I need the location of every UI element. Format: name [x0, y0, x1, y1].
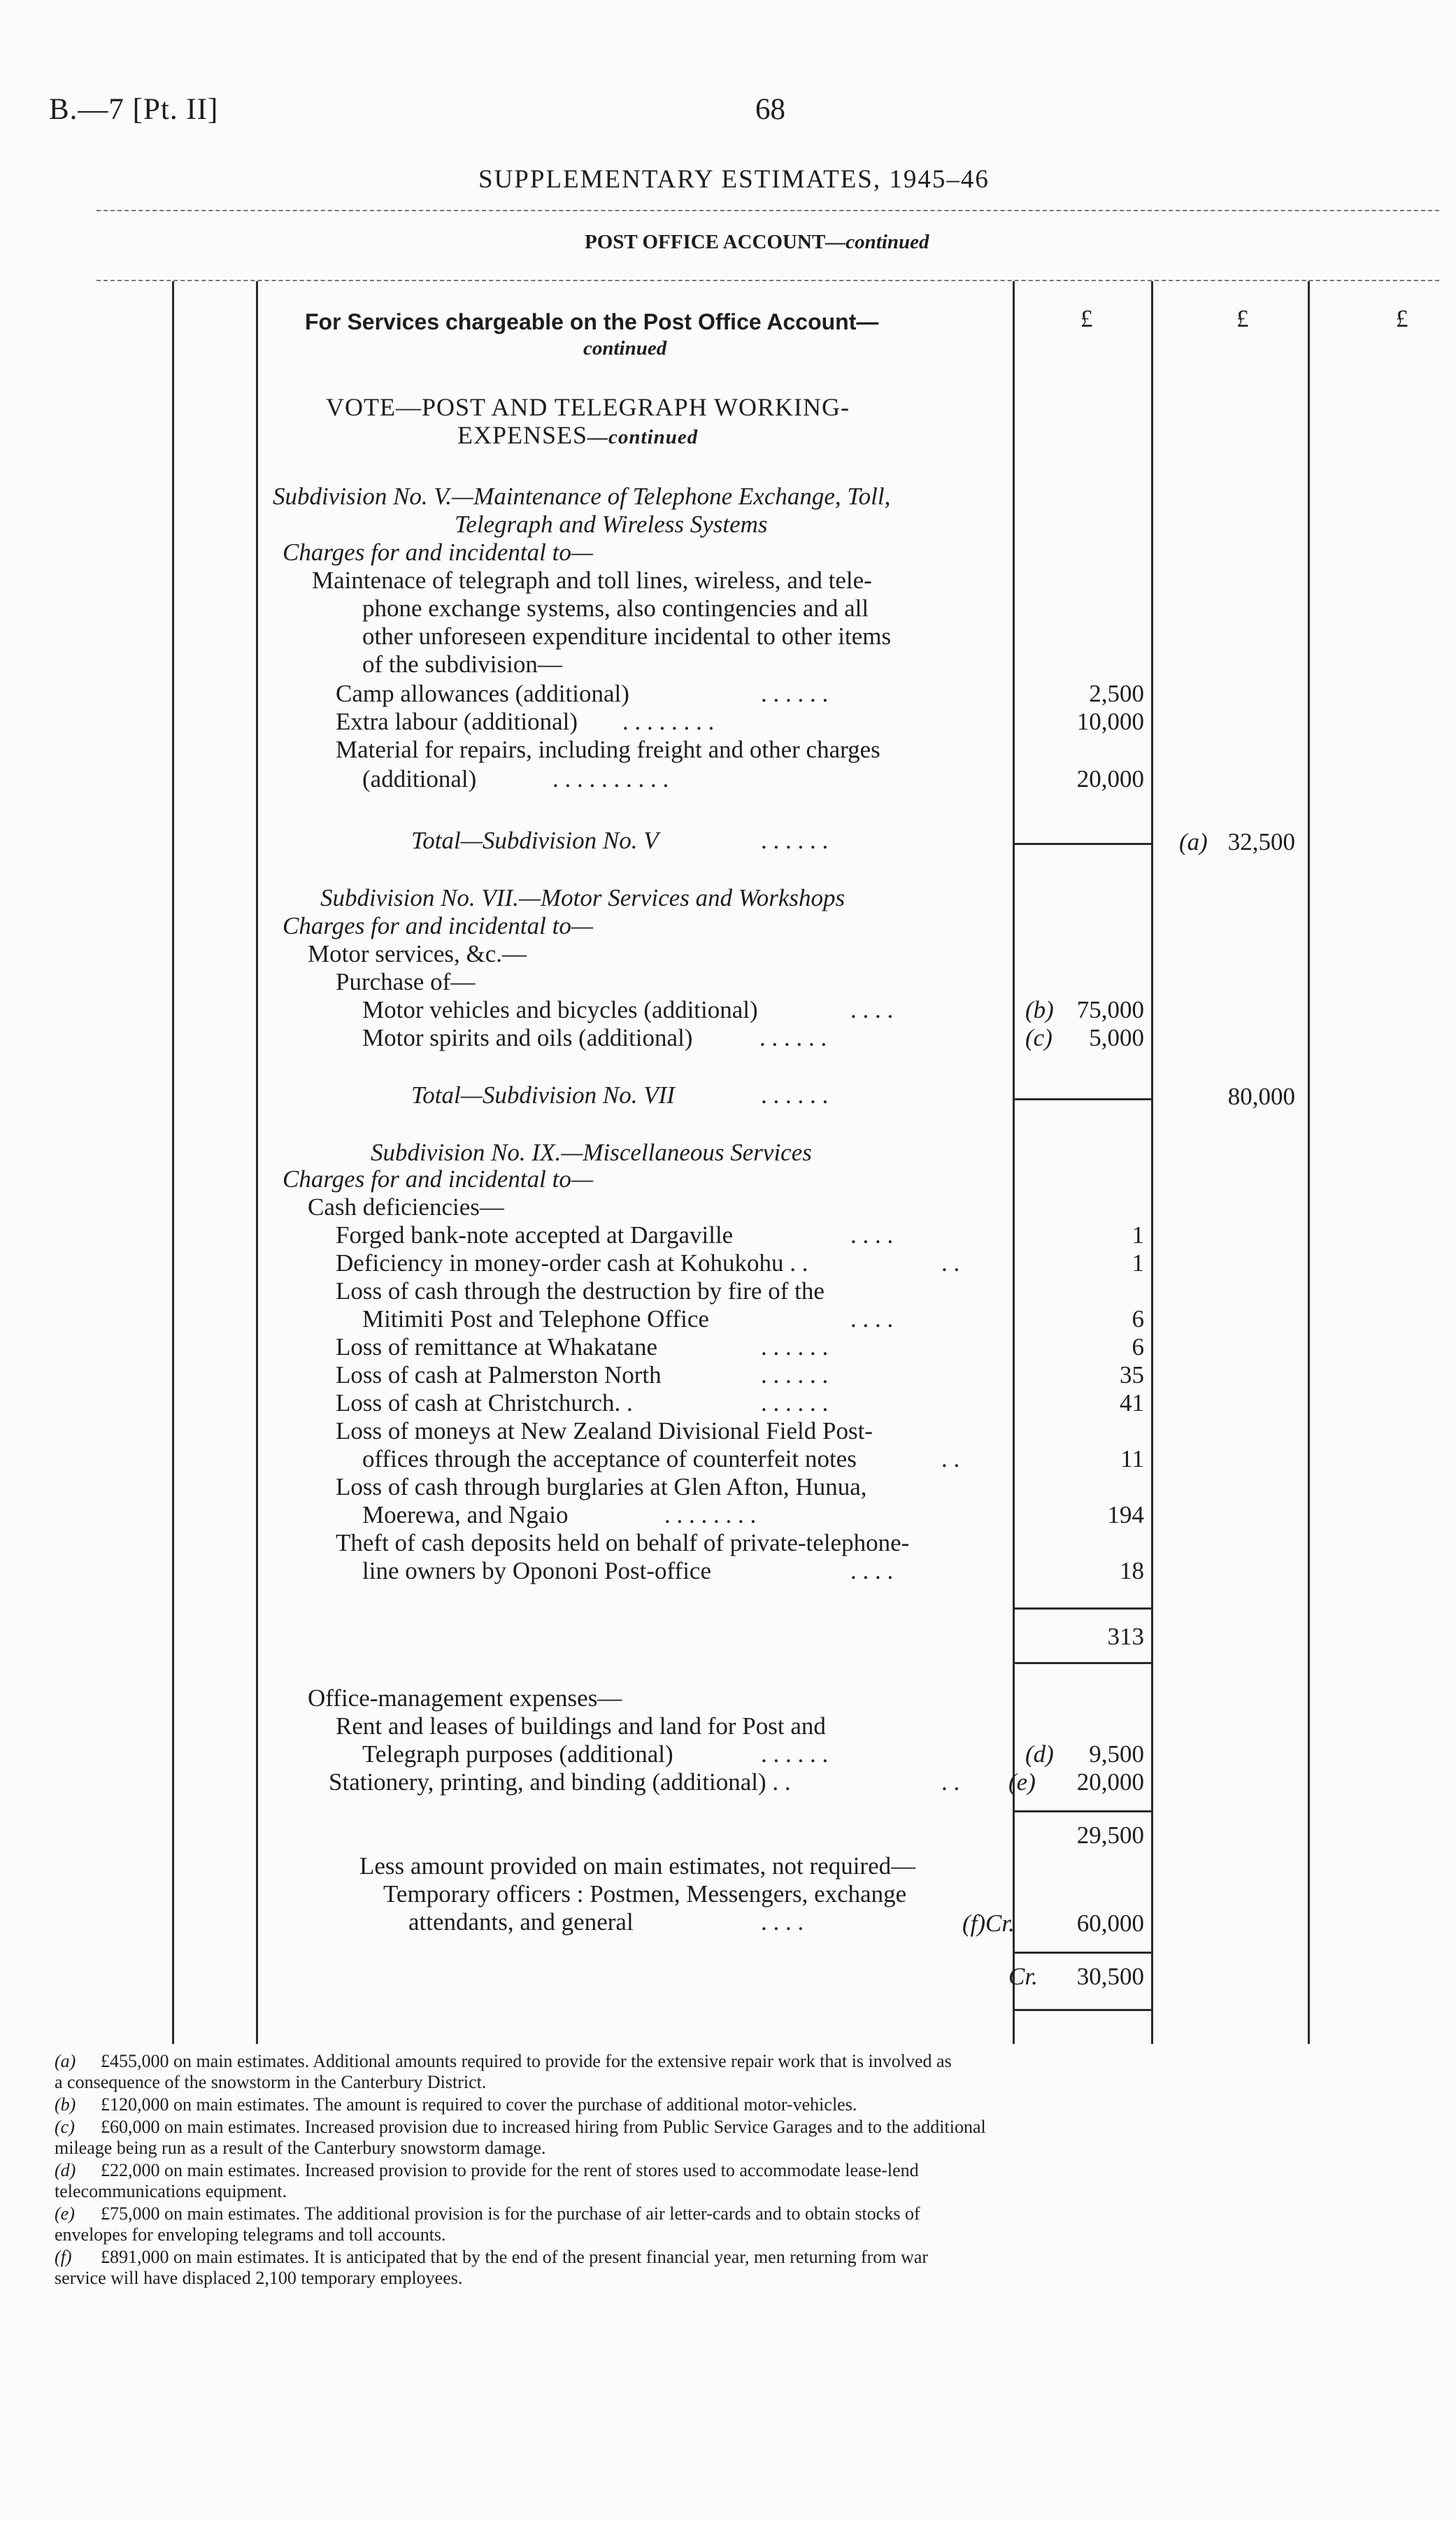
sub5-total-label: Total—Subdivision No. V [411, 827, 659, 854]
footnote-c: (c) £60,000 on main estimates. Increased provision due to increased hiring from Public Service Garages and to the additional [55, 2117, 986, 2137]
divider [97, 210, 1439, 211]
divider [97, 280, 1439, 281]
sub5-item-2-value: 10,000 [1076, 708, 1144, 735]
list-item: Mitimiti Post and Telephone Office [362, 1305, 709, 1333]
dot-leader: . . . . . . [759, 1024, 827, 1051]
sub5-item-3-value: 20,000 [1076, 765, 1144, 793]
sub5-item-1-value: 2,500 [1089, 680, 1144, 707]
table-rule [256, 281, 258, 2044]
sum-rule [1014, 1952, 1151, 1954]
sub7-item-1-value: 75,000 [1076, 996, 1144, 1023]
sub5-item-3b: (additional) [362, 765, 477, 793]
list-item-value: 35 [1120, 1361, 1144, 1389]
dot-leader: . . . . . . [761, 1333, 829, 1361]
column-currency-3: £ [1396, 305, 1408, 332]
sub7-total-label: Total—Subdivision No. VII [411, 1081, 675, 1109]
sum-rule [1014, 1810, 1151, 1812]
rent-line-2: Telegraph purposes (additional) [362, 1740, 673, 1768]
sub5-desc-2: phone exchange systems, also contingencies and all [362, 595, 869, 622]
sub7-item-1: Motor vehicles and bicycles (additional) [362, 996, 758, 1023]
sum-rule [1014, 1098, 1151, 1100]
list-item: Deficiency in money-order cash at Kohukohu . . [336, 1249, 808, 1277]
vote-heading-2: EXPENSES—continued [457, 421, 699, 449]
sub7-charges: Charges for and incidental to— [283, 912, 593, 939]
list-item-value: 1 [1132, 1249, 1144, 1277]
footnote-e-cont: envelopes for enveloping telegrams and toll accounts. [55, 2224, 446, 2245]
section-heading: For Services chargeable on the Post Office Account— [305, 309, 879, 334]
list-item-value: 6 [1132, 1333, 1144, 1361]
sub9-cash-deficiencies: Cash deficiencies— [308, 1193, 504, 1221]
sub5-desc-4: of the subdivision— [362, 651, 562, 678]
list-item: Loss of cash through burglaries at Glen Afton, Hunua, [336, 1473, 867, 1500]
sub7-line-2: Purchase of— [336, 968, 476, 995]
list-item: line owners by Opononi Post-office [362, 1557, 712, 1584]
sub5-item-2: Extra labour (additional) [336, 708, 578, 735]
dot-leader: . . . . . . . . [622, 708, 715, 735]
vote-heading-1: VOTE—POST AND TELEGRAPH WORKING- [326, 393, 850, 421]
table-rule [1151, 281, 1153, 2044]
sub7-item-2: Motor spirits and oils (additional) [362, 1024, 693, 1051]
footnote-a: (a) £455,000 on main estimates. Additional amounts required to provide for the extensive repair work that is involved as [55, 2051, 952, 2071]
rent-line-1: Rent and leases of buildings and land for Post and [336, 1712, 826, 1740]
rent-value: 9,500 [1089, 1740, 1144, 1768]
list-item-value: 194 [1107, 1501, 1144, 1528]
footnote-f-cont: service will have displaced 2,100 temporary employees. [55, 2268, 463, 2288]
sum-rule [1014, 1607, 1151, 1610]
sub5-charges: Charges for and incidental to— [283, 539, 593, 566]
list-item: Forged bank-note accepted at Dargaville [336, 1221, 734, 1249]
stationery-value: 20,000 [1076, 1768, 1144, 1796]
footnote-c-cont: mileage being run as a result of the Canterbury snowstorm damage. [55, 2138, 546, 2158]
list-item-value: 1 [1132, 1221, 1144, 1249]
list-item: Loss of moneys at New Zealand Divisional Field Post- [336, 1417, 873, 1444]
dot-leader: . . . . . . [761, 1389, 829, 1416]
sub7-item-2-value: 5,000 [1089, 1024, 1144, 1051]
sub7-item-1-note: (b) [1025, 996, 1054, 1023]
stationery-note: (e) [1008, 1768, 1036, 1796]
cash-deficiencies-total: 313 [1107, 1623, 1144, 1650]
dot-leader: . . . . [850, 996, 894, 1023]
dot-leader: . . . . . . . . [664, 1501, 757, 1528]
footnote-e: (e) £75,000 on main estimates. The additional provision is for the purchase of air letter-cards and to obtain stocks of [55, 2203, 920, 2224]
less-note: (f)Cr. [962, 1910, 1015, 1937]
sub7-line-1: Motor services, &c.— [308, 940, 527, 967]
dot-leader: . . . . . . . . . . [552, 765, 669, 793]
list-item: offices through the acceptance of counterfeit notes [362, 1445, 857, 1472]
office-expenses-total: 29,500 [1076, 1821, 1144, 1849]
document-code: B.—7 [Pt. II] [49, 93, 219, 126]
sub7-total-value: 80,000 [1227, 1083, 1295, 1110]
sub9-title: Subdivision No. IX.—Miscellaneous Services [371, 1139, 812, 1166]
sub5-desc-3: other unforeseen expenditure incidental to other items [362, 623, 892, 650]
sub5-desc-1: Maintenace of telegraph and toll lines, wireless, and tele- [312, 567, 872, 594]
list-item-value: 11 [1120, 1445, 1144, 1472]
dot-leader: . . . . . . [761, 827, 829, 854]
list-item: Loss of remittance at Whakatane [336, 1333, 657, 1361]
sum-rule [1014, 1662, 1151, 1664]
account-title: POST OFFICE ACCOUNT—continued [585, 231, 929, 253]
list-item: Loss of cash at Palmerston North [336, 1361, 662, 1389]
list-item: Loss of cash at Christchurch. . [336, 1389, 633, 1416]
list-item: Loss of cash through the destruction by fire of the [336, 1277, 825, 1305]
sub5-item-3a: Material for repairs, including freight and other charges [336, 736, 880, 763]
sub7-item-2-note: (c) [1025, 1024, 1052, 1051]
less-line-1: Less amount provided on main estimates, not required— [359, 1852, 916, 1880]
list-item-value: 6 [1132, 1305, 1144, 1333]
dot-leader: . . . . . . [761, 680, 829, 707]
dot-leader: . . [941, 1445, 960, 1472]
office-expenses-heading: Office-management expenses— [308, 1684, 622, 1712]
footnote-a-cont: a consequence of the snowstorm in the Canterbury District. [55, 2072, 487, 2092]
sub7-title: Subdivision No. VII.—Motor Services and Workshops [320, 884, 845, 911]
column-currency-2: £ [1236, 305, 1249, 332]
page-title: SUPPLEMENTARY ESTIMATES, 1945–46 [478, 165, 990, 194]
list-item: Theft of cash deposits held on behalf of private-telephone- [336, 1529, 910, 1556]
less-line-2: Temporary officers : Postmen, Messengers, exchange [383, 1880, 907, 1908]
dot-leader: . . [941, 1768, 960, 1796]
sum-rule [1014, 2009, 1151, 2011]
sub5-item-1: Camp allowances (additional) [336, 680, 629, 707]
dot-leader: . . [941, 1249, 960, 1277]
stationery-line: Stationery, printing, and binding (additional) . . [329, 1768, 791, 1796]
footnote-d: (d) £22,000 on main estimates. Increased provision to provide for the rent of stores used to accommodate lease-lend [55, 2160, 919, 2180]
table-rule [172, 281, 174, 2044]
sub5-title-1: Subdivision No. V.—Maintenance of Telephone Exchange, Toll, [273, 483, 891, 510]
footnote-f: (f) £891,000 on main estimates. It is anticipated that by the end of the present financial year, men returning from war [55, 2247, 929, 2267]
dot-leader: . . . . [850, 1305, 894, 1333]
sum-rule [1014, 843, 1151, 845]
dot-leader: . . . . . . [761, 1081, 829, 1109]
list-item-value: 41 [1120, 1389, 1144, 1416]
list-item-value: 18 [1120, 1557, 1144, 1584]
sub5-total-value: 32,500 [1227, 828, 1295, 855]
net-value: 30,500 [1076, 1963, 1144, 1990]
dot-leader: . . . . . . [761, 1740, 829, 1768]
dot-leader: . . . . [761, 1908, 804, 1936]
less-value: 60,000 [1076, 1910, 1144, 1937]
sub5-total-note: (a) [1179, 828, 1208, 855]
dot-leader: . . . . [850, 1557, 894, 1584]
dot-leader: . . . . [850, 1221, 894, 1249]
page-number: 68 [755, 93, 785, 126]
footnote-b: (b) £120,000 on main estimates. The amount is required to cover the purchase of additional motor-vehicles. [55, 2094, 857, 2115]
column-currency-1: £ [1080, 305, 1093, 332]
footnote-d-cont: telecommunications equipment. [55, 2181, 287, 2201]
rent-note: (d) [1025, 1740, 1054, 1768]
sub9-charges: Charges for and incidental to— [283, 1165, 593, 1193]
sub5-title-2: Telegraph and Wireless Systems [455, 511, 768, 538]
less-line-3: attendants, and general [408, 1908, 634, 1936]
net-cr: Cr. [1008, 1963, 1038, 1990]
list-item: Moerewa, and Ngaio [362, 1501, 569, 1528]
table-rule [1308, 281, 1310, 2044]
section-heading-cont: continued [583, 337, 667, 360]
dot-leader: . . . . . . [761, 1361, 829, 1389]
